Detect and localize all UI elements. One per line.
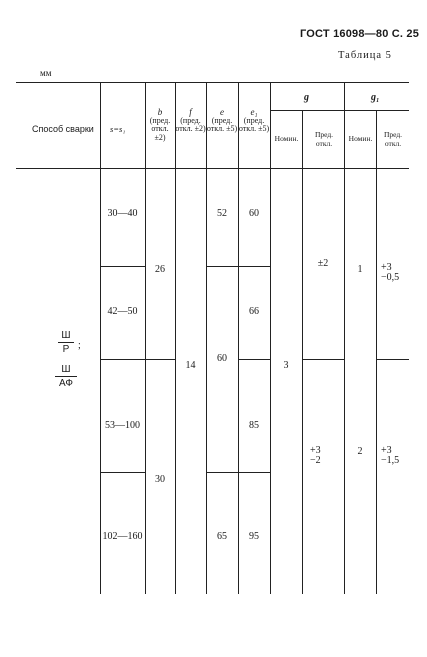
s-value-row-2: 42—50 [107, 306, 138, 317]
method-a-denominator: Р [62, 344, 70, 355]
g-deviation-bottom-upper: +3 [310, 445, 321, 456]
col-rule-7 [302, 110, 303, 594]
header-e-symbol: e [220, 107, 224, 117]
units-label: мм [40, 68, 52, 78]
header-method: Способ сварки [32, 124, 94, 134]
method-separator: ; [78, 340, 81, 351]
header-b-note: (пред. откл. ±2) [149, 115, 171, 142]
e-value-mid: 60 [217, 353, 227, 364]
s-value-row-4: 102—160 [102, 531, 143, 542]
standard-reference: ГОСТ 16098—80 С. 25 [300, 28, 420, 40]
header-b-symbol: b [157, 107, 163, 117]
header-e1-symbol: e₁ [250, 107, 258, 117]
row-rule-e-1 [206, 266, 270, 267]
e1-value-row-4: 95 [249, 531, 259, 542]
header-g-dev: Пред. откл. [314, 130, 334, 148]
e1-value-row-2: 66 [249, 306, 259, 317]
method-b-bar [55, 376, 77, 377]
header-e [206, 108, 238, 134]
table-top-rule [16, 82, 409, 83]
row-rule-s-1 [100, 266, 145, 267]
g-deviation-bottom-lower: −2 [310, 455, 321, 466]
header-f-note: (пред. откл. ±2) [175, 115, 206, 133]
s-value-row-1: 30—40 [107, 208, 138, 219]
header-g-symbol: g [304, 92, 309, 103]
method-a-numerator: Ш [61, 330, 71, 341]
col-rule-6 [270, 82, 271, 594]
row-rule-g1-mid [376, 359, 409, 360]
g1-deviation-top [381, 263, 399, 283]
col-rule-3 [175, 82, 176, 594]
g1-deviation-top-lower: −0,5 [381, 272, 400, 283]
col-rule-9 [376, 110, 377, 594]
g1-deviation-top-upper: +3 [381, 262, 392, 273]
g-nominal: 3 [283, 360, 289, 371]
row-rule-e1-mid [238, 359, 270, 360]
col-rule-1 [100, 82, 101, 594]
method-a-bar [58, 342, 74, 343]
col-rule-5 [238, 82, 239, 594]
header-s: s=s₁ [110, 124, 126, 134]
e1-value-row-3: 85 [249, 420, 259, 431]
col-rule-2 [145, 82, 146, 594]
table-label: Таблица 5 [338, 50, 392, 61]
g1-deviation-bottom-upper: +3 [381, 445, 392, 456]
g1-deviation-bottom [381, 446, 399, 466]
b-value-top: 26 [155, 264, 165, 275]
header-g1-symbol: g₁ [371, 92, 380, 103]
s-value-row-3: 53—100 [105, 420, 140, 431]
g1-deviation-bottom-lower: −1,5 [381, 455, 400, 466]
header-g1-nom: Номин. [348, 134, 373, 143]
method-b-denominator: АФ [59, 378, 73, 389]
g-deviation-bottom [310, 446, 321, 466]
e-value-row-4: 65 [217, 531, 227, 542]
header-bottom-rule [16, 168, 409, 169]
header-e1 [238, 108, 270, 134]
header-f [175, 108, 206, 134]
row-rule-g-mid [302, 359, 344, 360]
row-rule-mid [100, 359, 175, 360]
f-value: 14 [185, 360, 196, 371]
row-rule-e-3 [206, 472, 270, 473]
col-rule-4 [206, 82, 207, 594]
g-deviation-top: ±2 [317, 258, 329, 269]
b-value-bottom: 30 [155, 474, 165, 485]
header-e-note: (пред. откл. ±5) [206, 115, 238, 133]
e1-value-row-1: 60 [249, 208, 259, 219]
method-fraction-b [55, 364, 77, 389]
method-b-numerator: Ш [61, 364, 71, 375]
header-g1-dev: Пред. откл. [383, 130, 403, 148]
method-fraction-a [58, 330, 74, 355]
header-e1-note: (пред. откл. ±5) [238, 115, 270, 133]
row-rule-s-3 [100, 472, 145, 473]
col-rule-8 [344, 82, 345, 594]
e-value-row-1: 52 [217, 208, 227, 219]
g1-nominal-bottom: 2 [357, 446, 363, 457]
header-f-symbol: f [189, 107, 192, 117]
header-b [145, 108, 175, 142]
g-subheader-rule [270, 110, 409, 111]
header-g-nom: Номин. [274, 134, 299, 143]
g1-nominal-top: 1 [357, 264, 363, 275]
